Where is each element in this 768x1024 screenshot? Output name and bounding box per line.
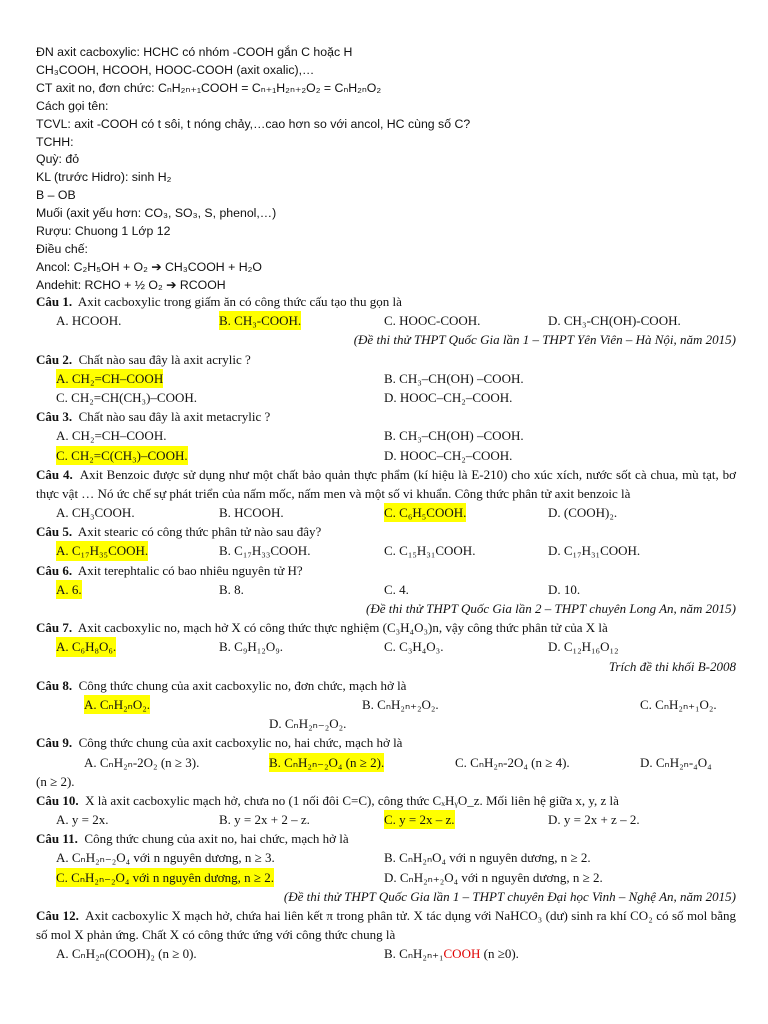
options-row [36, 868, 736, 887]
options-row [36, 810, 736, 829]
option-c: C. CH₂=CH(CH₃)–COOH. [56, 389, 197, 405]
option-d: D. C₁₂H₁₆O₁₂ [548, 639, 619, 655]
question-1 [36, 292, 736, 311]
option-b: B. 8. [219, 581, 244, 597]
question-list [36, 292, 736, 964]
option-a: A. CH₂=CH–COOH. [56, 428, 167, 444]
question-text: Axit cacboxylic no, mạch hở X có công thức thực nghiệm (C₃H₄O₃)n, vậy công thức phân tử của X là [77, 620, 608, 636]
option-b: B. C₁₇H₃₃COOH. [219, 543, 311, 559]
question-label: Câu 1. [36, 294, 73, 309]
options-row [36, 446, 736, 465]
option-c: C. C₃H₄O₃. [384, 639, 444, 655]
question-label: Câu 7. [36, 620, 73, 636]
option-c-answer: C. C₆H₅COOH. [384, 503, 466, 522]
option-b-answer: B. CₙH₂ₙ₋₂O₄ (n ≥ 2). [269, 753, 384, 772]
option-d: D. y = 2x + z – 2. [548, 812, 640, 828]
option-a: A. HCOOH. [56, 313, 122, 329]
option-c-answer: C. CH₂=C(CH₃)–COOH. [56, 446, 188, 465]
question-label: Câu 3. [36, 409, 73, 425]
option-a-answer: A. CH₂=CH–COOH [56, 369, 163, 388]
option-b: B. CₙH₂ₙO₄ với n nguyên dương, n ≥ 2. [384, 850, 591, 866]
question-5 [36, 522, 736, 541]
option-c-answer: C. CₙH₂ₙ₋₂O₄ với n nguyên dương, n ≥ 2. [56, 868, 274, 887]
question-6 [36, 561, 736, 580]
question-text: X là axit cacboxylic mạch hở, chưa no (1 nối đôi C=C), công thức CₓHᵧO_z. Mối liên hệ giữa x, y, z là [85, 792, 619, 808]
option-a-answer: A. C₆H₈O₆. [56, 637, 116, 656]
source-citation: (Đề thi thử THPT Quốc Gia lần 2 – THPT chuyên Long An, năm 2015) [365, 601, 736, 617]
question-2 [36, 350, 736, 369]
question-text: Axit terephtalic có bao nhiêu nguyên tử H? [77, 562, 303, 578]
question-text: Axit Benzoic được sử dụng như một chất bảo quản thực phẩm (kí hiệu là E-210) cho xúc xích, nước sốt cà chua, mù tạt, bơ thực vật … Nó ức chế sự phát triển của nấm mốc, nấm men và một số vi khuẩn. Công thức phân tử axit benzoic là [36, 466, 736, 501]
study-notes [36, 44, 736, 295]
question-label: Câu 8. [36, 677, 73, 693]
note-line: Andehit: RCHO + ½ O₂ ➔ RCOOH [36, 277, 226, 292]
option-b-suffix: (n ≥0). [483, 946, 519, 962]
options-row [36, 426, 736, 445]
question-text: Công thức chung của axit no, hai chức, mạch hở là [84, 831, 349, 847]
note-line: TCVL: axit -COOH có t sôi, t nóng chảy,…cao hơn so với ancol, HC cùng số C? [36, 116, 471, 131]
question-4 [36, 465, 736, 503]
options-row [36, 848, 736, 867]
question-3 [36, 407, 736, 426]
question-label: Câu 10. [36, 792, 79, 808]
option-c: C. 4. [384, 581, 409, 597]
note-line: CH₃COOH, HCOOH, HOOC-COOH (axit oxalic),… [36, 62, 315, 77]
question-7 [36, 618, 736, 637]
options-row [36, 311, 736, 330]
options-row [36, 944, 736, 963]
option-b-answer: B. CH₃-COOH. [219, 311, 301, 330]
note-line: Muối (axit yếu hơn: CO₃, SO₃, S, phenol,…) [36, 206, 277, 221]
option-d: D. (COOH)₂. [548, 505, 618, 521]
option-b: B. CₙH₂ₙ₊₂O₂. [362, 696, 439, 712]
option-d: D. C₁₇H₃₁COOH. [548, 543, 641, 559]
options-row [36, 695, 736, 714]
option-d: D. CₙH₂ₙ₋₂O₂. [269, 716, 347, 732]
source-citation: Trích đề thi khối B-2008 [608, 658, 736, 674]
options-row [36, 753, 736, 772]
note-line: KL (trước Hidro): sinh H₂ [36, 170, 172, 185]
source-citation: (Đề thi thử THPT Quốc Gia lần 1 – THPT Yên Viên – Hà Nội, năm 2015) [353, 332, 736, 348]
option-b-highlighted-group: COOH [443, 946, 481, 962]
question-text: Axit stearic có công thức phân tử nào sau đây? [77, 524, 322, 540]
options-row [36, 503, 736, 522]
note-line: TCHH: [36, 134, 74, 149]
question-label: Câu 6. [36, 562, 73, 578]
option-b-prefix: B. CₙH₂ₙ₊₁ [384, 946, 444, 962]
question-text: Công thức chung của axit cacboxylic no, đơn chức, mạch hở là [78, 677, 407, 693]
option-a-answer: A. C₁₇H₃₅COOH. [56, 541, 148, 560]
note-line: Quỳ: đỏ [36, 152, 80, 167]
question-label: Câu 2. [36, 351, 73, 367]
note-line: Rượu: Chuong 1 Lớp 12 [36, 224, 171, 239]
question-label: Câu 12. [36, 908, 79, 924]
options-row [36, 714, 736, 733]
question-10 [36, 791, 736, 810]
note-line: CT axit no, đơn chức: CₙH₂ₙ₊₁COOH = Cₙ₊₁H₂ₙ₊₂O₂ = CₙH₂ₙO₂ [36, 80, 382, 95]
options-row [36, 580, 736, 599]
option-a: A. CₙH₂ₙ₋₂O₄ với n nguyên dương, n ≥ 3. [56, 850, 275, 866]
note-line: B – OB [36, 188, 76, 203]
question-label: Câu 9. [36, 735, 73, 751]
note-line: ĐN axit cacboxylic: HCHC có nhóm -COOH gắn C hoặc H [36, 45, 353, 59]
option-c: C. CₙH₂ₙ₊₁O₂. [640, 696, 717, 712]
note-line: Cách gọi tên: [36, 98, 109, 113]
option-d: D. CH₃-CH(OH)-COOH. [548, 313, 681, 329]
question-text: Axit cacboxylic X mạch hở, chứa hai liên kết π trong phân tử. X tác dụng với NaHCO₃ (dư) sinh ra khí CO₂ có số mol bằng số mol X phản ứng. Chất X có công thức ứng với công thức chung là [36, 908, 736, 943]
option-a-answer: A. CₙH₂ₙO₂. [84, 695, 150, 714]
option-b: B. y = 2x + 2 – z. [219, 812, 310, 828]
question-label: Câu 11. [36, 831, 78, 847]
note-line: Điều chế: [36, 241, 88, 256]
option-d: D. 10. [548, 581, 581, 597]
option-b [384, 944, 519, 963]
option-d-continuation: (n ≥ 2). [36, 773, 75, 789]
options-row [36, 541, 736, 560]
question-label: Câu 4. [36, 466, 73, 482]
option-a-answer: A. 6. [56, 580, 82, 599]
question-text: Chất nào sau đây là axit metacrylic ? [78, 409, 271, 425]
source-citation: (Đề thi thử THPT Quốc Gia lần 1 – THPT chuyên Đại học Vinh – Nghệ An, năm 2015) [283, 888, 736, 904]
question-11 [36, 829, 736, 848]
options-row [36, 369, 736, 388]
option-d: D. HOOC–CH₂–COOH. [384, 447, 513, 463]
option-b: B. CH₃–CH(OH) –COOH. [384, 428, 524, 444]
options-row [36, 388, 736, 407]
option-b: B. HCOOH. [219, 505, 284, 521]
option-a: A. y = 2x. [56, 812, 109, 828]
option-b: B. C₉H₁₂O₉. [219, 639, 283, 655]
option-c: C. CₙH₂ₙ-2O₄ (n ≥ 4). [455, 754, 570, 770]
question-9 [36, 733, 736, 752]
note-line: Ancol: C₂H₅OH + O₂ ➔ CH₃COOH + H₂O [36, 259, 262, 274]
question-text: Công thức chung của axit cacboxylic no, hai chức, mạch hở là [78, 735, 403, 751]
question-label: Câu 5. [36, 524, 73, 540]
option-a: A. CₙH₂ₙ-2O₂ (n ≥ 3). [84, 754, 200, 770]
options-row [36, 637, 736, 656]
option-c-answer: C. y = 2x – z. [384, 810, 455, 829]
option-b: B. CH₃–CH(OH) –COOH. [384, 370, 524, 386]
option-d: D. HOOC–CH₂–COOH. [384, 389, 513, 405]
option-d: D. CₙH₂ₙ-₄O₄ [640, 754, 712, 770]
option-c: C. C₁₅H₃₁COOH. [384, 543, 476, 559]
option-a: A. CₙH₂ₙ(COOH)₂ (n ≥ 0). [56, 946, 197, 962]
question-8 [36, 676, 736, 695]
question-text: Chất nào sau đây là axit acrylic ? [78, 351, 251, 367]
option-a: A. CH₃COOH. [56, 505, 135, 521]
option-c: C. HOOC-COOH. [384, 313, 481, 329]
question-12 [36, 906, 736, 944]
option-d: D. CₙH₂ₙ₊₂O₄ với n nguyên dương, n ≥ 2. [384, 869, 603, 885]
question-text: Axit cacboxylic trong giấm ăn có công thức cấu tạo thu gọn là [77, 294, 402, 309]
